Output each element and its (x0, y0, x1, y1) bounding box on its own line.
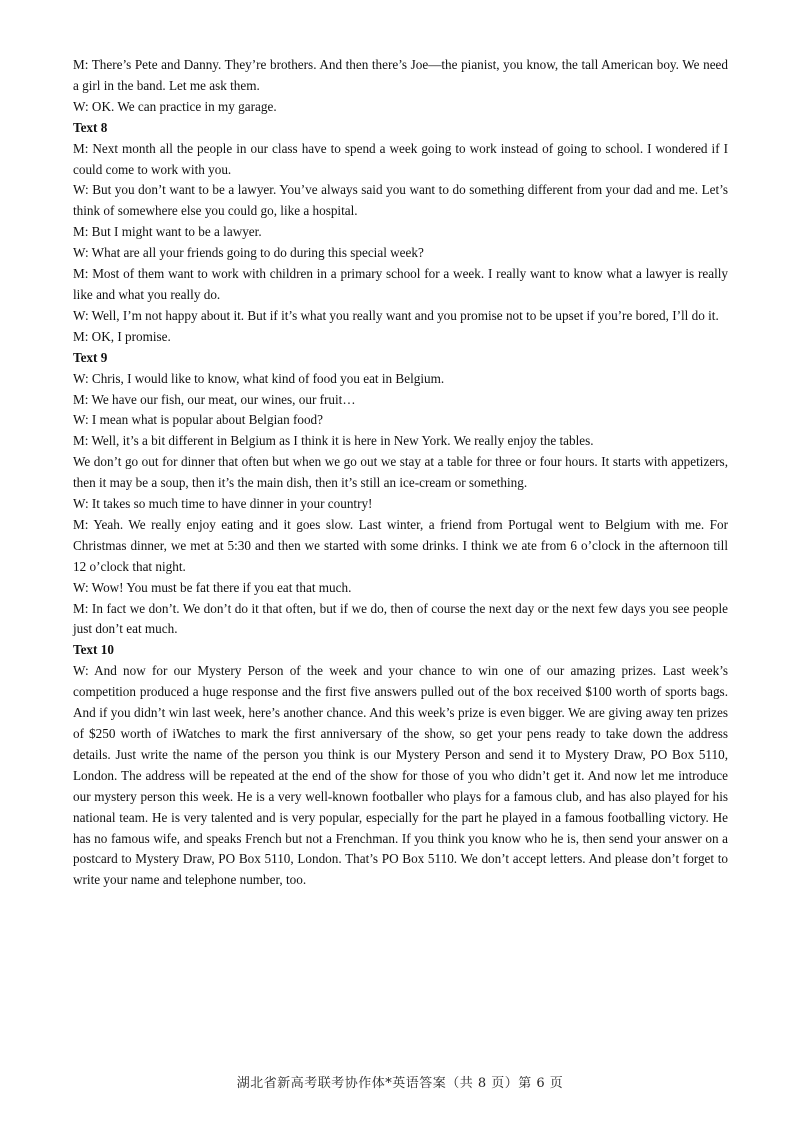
text10-paragraph: W: And now for our Mystery Person of the week and your chance to win one of our amazing prizes. Last week’s competition produced a huge response and the first five answers pulled out of the box received $100 worth of sports bags. And if you didn’t win last week, here’s another chance. And this week’s prize is even bigger. We are giving away ten prizes of $250 worth of iWatches to mark the first anniversary of the show, so get your pens ready to take down the address details. Just write the name of the person you think is our Mystery Person and send it to Mystery Draw, PO Box 5110, London. The address will be repeated at the end of the show for those of you who didn’t get it. And now let me introduce our mystery person this week. He is a very well-known footballer who plays for a famous club, and has also played for his national team. He is very talented and is very popular, especially for the part he played in a famous footballing victory. He has no famous wife, and speaks French but not a Frenchman. If you think you know who he is, then send your answer on a postcard to Mystery Draw, PO Box 5110, London. That’s PO Box 5110. We don’t accept letters. And please don’t forget to write your name and telephone number, too. (73, 663, 728, 888)
text9-line: W: Chris, I would like to know, what kind of food you eat in Belgium. (73, 370, 445, 386)
text9-line: M: Yeah. We really enjoy eating and it goes slow. Last winter, a friend from Portugal went to Belgium with me. For Christmas dinner, we met at 5:30 and then we started with some drinks. I think we ate from 6 o’clock in the afternoon till 12 o’clock that night. (73, 516, 728, 574)
text10-heading: Text 10 (73, 642, 114, 658)
text9-line: M: In fact we don’t. We don’t do it that often, but if we do, then of course the next day or the next few days you see people just don’t eat much. (73, 600, 728, 637)
text9-line: W: Wow! You must be fat there if you eat that much. (73, 579, 352, 595)
text9-line: M: Well, it’s a bit different in Belgium as I think it is here in New York. We really enjoy the tables. (73, 433, 594, 449)
text9-heading: Text 9 (73, 349, 108, 365)
text9-line: W: I mean what is popular about Belgian food? (73, 412, 324, 428)
page-footer: 湖北省新高考联考协作体*英语答案（共 8 页）第 6 页 (236, 1076, 564, 1091)
text9-line: M: We have our fish, our meat, our wines, our fruit… (73, 391, 356, 407)
text7-line-pete-danny: M: There’s Pete and Danny. They’re brothers. And then there’s Joe—the pianist, you know, the tall American boy. We need a girl in the band. Let me ask them. (73, 57, 728, 93)
text7-line-garage: W: OK. We can practice in my garage. (73, 98, 277, 114)
text8-line: W: Well, I’m not happy about it. But if it’s what you really want and you promise not to be upset if you’re bored, I’ll do it. (73, 307, 719, 323)
text8-line: W: What are all your friends going to do during this special week? (73, 245, 424, 261)
text8-line: M: Next month all the people in our class have to spend a week going to work instead of going to school. I wondered if I could come to work with you. (73, 140, 728, 177)
text9-line: W: It takes so much time to have dinner in your country! (73, 496, 373, 512)
text9-line: We don’t go out for dinner that often but when we go out we stay at a table for three or four hours. It starts with appetizers, then it may be a soup, then it’s the main dish, then it’s still an ice-cream or something. (73, 454, 728, 491)
text8-line: M: But I might want to be a lawyer. (73, 224, 262, 240)
text8-heading: Text 8 (73, 119, 108, 135)
transcript-body (73, 55, 728, 891)
text8-line: M: OK, I promise. (73, 328, 171, 344)
text8-line: W: But you don’t want to be a lawyer. You’ve always said you want to do something different from your dad and me. Let’s think of somewhere else you could go, like a hospital. (73, 182, 728, 219)
text8-line: M: Most of them want to work with children in a primary school for a week. I really want to know what a lawyer is really like and what you really do. (73, 266, 728, 302)
